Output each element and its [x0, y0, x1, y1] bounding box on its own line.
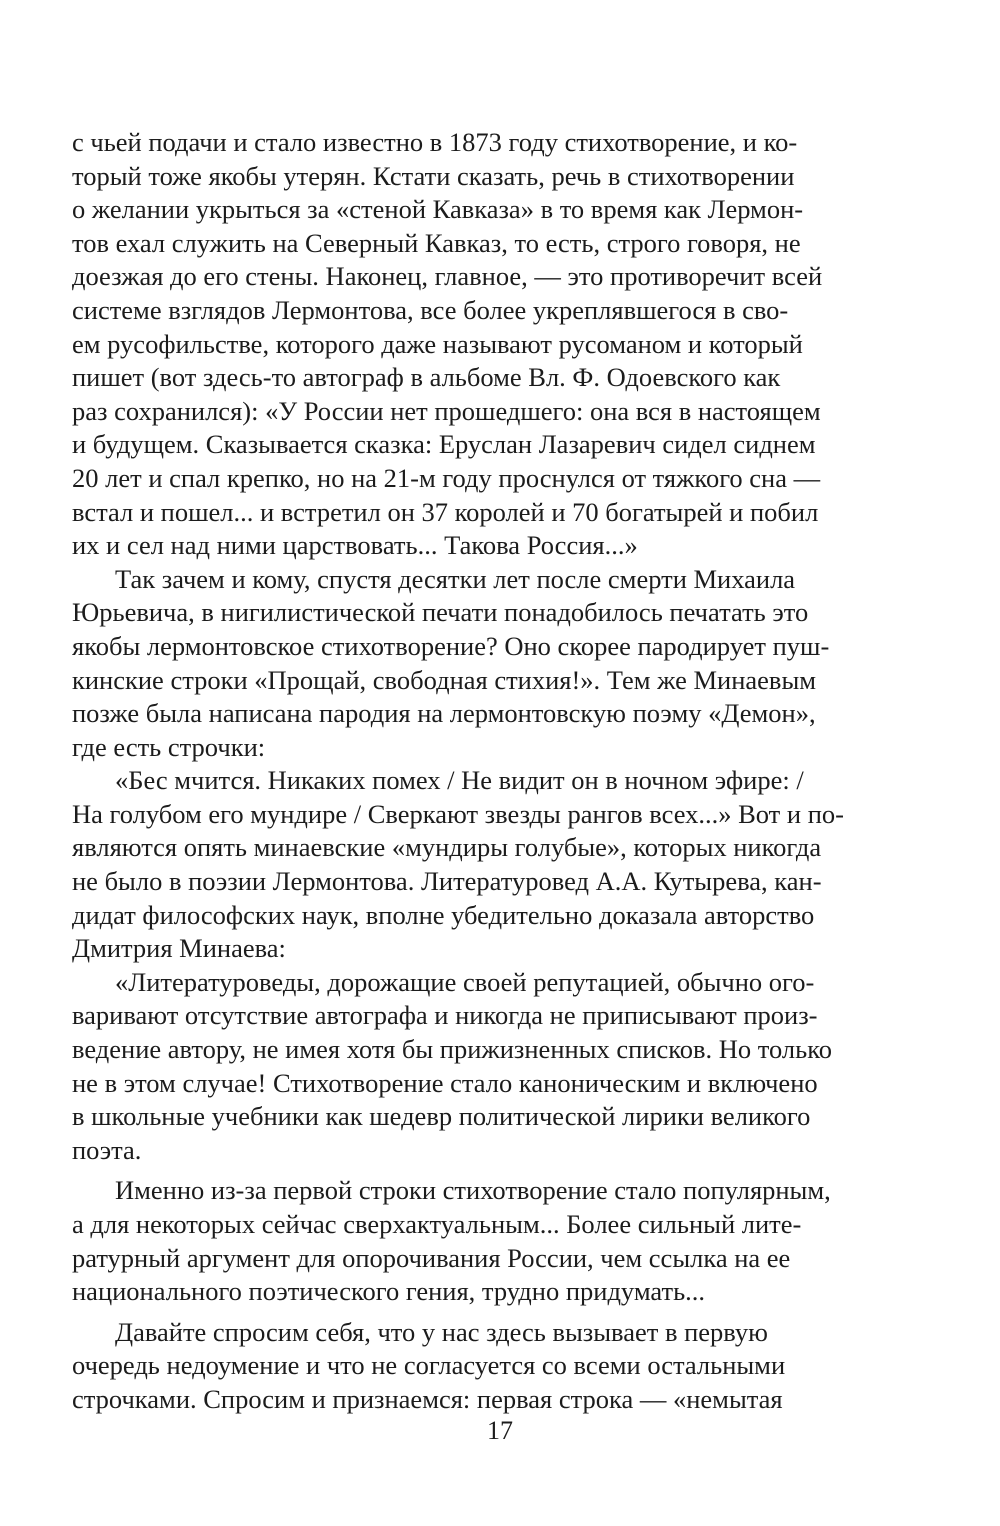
text-line: где есть строчки: — [72, 731, 266, 762]
text-line: не в этом случае! Стихотворение стало каноническим и включено — [72, 1067, 818, 1098]
text-line: не было в поэзии Лермонтова. Литературовед А.А. Кутырева, кан- — [72, 866, 822, 897]
text-line: доезжая до его стены. Наконец, главное, — это противоречит всей — [72, 261, 823, 292]
text-line: Так зачем и кому, спустя десятки лет после смерти Михаила — [115, 563, 796, 594]
text-line: «Литературоведы, дорожащие своей репутацией, обычно ого- — [115, 966, 815, 997]
text-line: их и сел над ними царствовать... Такова Россия...» — [72, 530, 638, 561]
text-line: тов ехал служить на Северный Кавказ, то есть, строго говоря, не — [72, 227, 801, 258]
page-body — [72, 126, 868, 1417]
paragraph — [72, 563, 868, 765]
text-line: ратурный аргумент для опорочивания России, чем ссылка на ее — [72, 1242, 791, 1273]
text-line: с чьей подачи и стало известно в 1873 году стихотворение, и ко- — [72, 127, 798, 157]
text-line: «Бес мчится. Никаких помех / Не видит он в ночном эфире: / — [115, 765, 804, 796]
paragraph-gap — [72, 1309, 868, 1316]
text-line: в школьные учебники как шедевр политической лирики великого — [72, 1101, 811, 1132]
paragraph — [72, 1174, 868, 1308]
text-line: ем русофильстве, которого даже называют русоманом и который — [72, 328, 803, 359]
paragraph — [72, 126, 868, 563]
text-line: торый тоже якобы утерян. Кстати сказать, речь в стихотворении — [72, 160, 795, 191]
text-line: строчками. Спросим и признаемся: первая строка — «немытая — [72, 1383, 783, 1414]
text-line: и будущем. Сказывается сказка: Еруслан Лазаревич сидел сиднем — [72, 429, 816, 460]
text-line: На голубом его мундире / Сверкают звезды рангов всех...» Вот и по- — [72, 798, 844, 829]
text-line: кинские строки «Прощай, свободная стихия!». Тем же Минаевым — [72, 664, 817, 695]
text-line: якобы лермонтовское стихотворение? Оно скорее пародирует пуш- — [72, 630, 830, 661]
text-line: национального поэтического гения, трудно придумать... — [72, 1276, 706, 1307]
paragraph — [72, 1316, 868, 1417]
text-line: Давайте спросим себя, что у нас здесь вызывает в первую — [115, 1316, 768, 1347]
text-line: Именно из-за первой строки стихотворение стало популярным, — [115, 1175, 831, 1206]
paragraph-gap — [72, 1167, 868, 1174]
text-line: дидат философских наук, вполне убедительно доказала авторство — [72, 899, 815, 930]
text-line: системе взглядов Лермонтова, все более укреплявшегося в сво- — [72, 294, 789, 325]
page-number: 17 — [487, 1416, 513, 1445]
text-line: раз сохранился): «У России нет прошедшего: она вся в настоящем — [72, 395, 821, 426]
paragraph — [72, 764, 868, 966]
text-line: Юрьевича, в нигилистической печати понадобилось печатать это — [72, 597, 809, 628]
text-line: поэта. — [72, 1134, 142, 1165]
text-line: ведение автору, не имея хотя бы прижизненных списков. Но только — [72, 1034, 833, 1065]
text-line: являются опять минаевские «мундиры голубые», которых никогда — [72, 832, 822, 863]
text-line: пишет (вот здесь-то автограф в альбоме Вл. Ф. Одоевского как — [72, 362, 781, 393]
text-line: встал и пошел... и встретил он 37 королей и 70 богатырей и побил — [72, 496, 819, 527]
text-line: позже была написана пародия на лермонтовскую поэму «Демон», — [72, 698, 816, 729]
text-line: 20 лет и спал крепко, но на 21-м году проснулся от тяжкого сна — — [72, 462, 821, 493]
text-line: а для некоторых сейчас сверхактуальным... Более сильный лите- — [72, 1209, 802, 1239]
paragraph — [72, 966, 868, 1168]
text-line: варивают отсутствие автографа и никогда не приписывают произ- — [72, 1000, 818, 1031]
text-line: Дмитрия Минаева: — [72, 933, 286, 964]
text-line: о желании укрыться за «стеной Кавказа» в то время как Лермон- — [72, 194, 804, 225]
text-line: очередь недоумение и что не согласуется со всеми остальными — [72, 1350, 786, 1381]
